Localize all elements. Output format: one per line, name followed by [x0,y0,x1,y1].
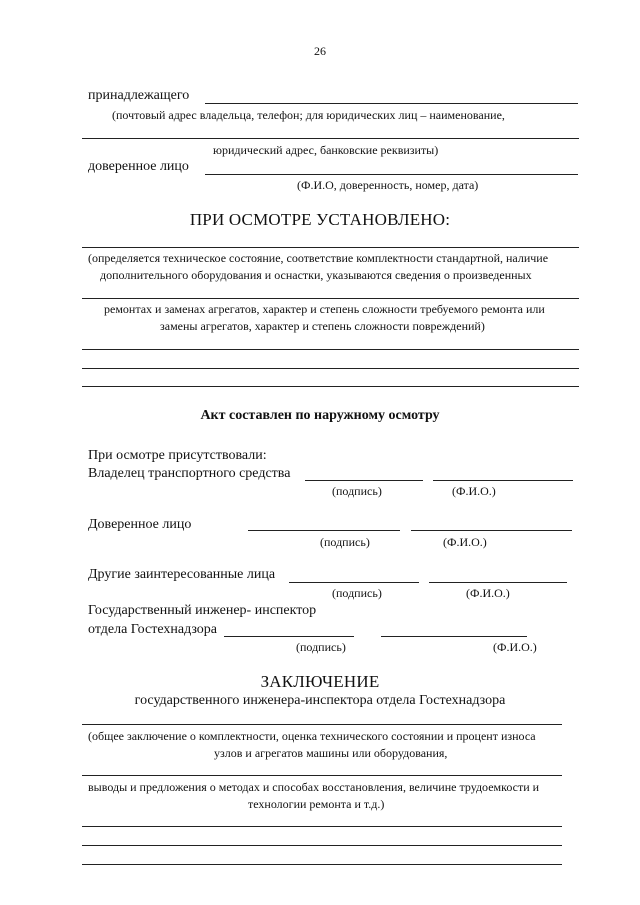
act-note: Акт составлен по наружному осмотру [200,408,440,423]
inspector-signature-line[interactable] [224,636,354,637]
proxy-label: доверенное лицо [88,159,189,174]
others-name-line[interactable] [429,582,567,583]
proxy-input-line[interactable] [205,174,578,175]
owner-hint-2: юридический адрес, банковские реквизиты) [213,143,439,157]
owner-input-line-2[interactable] [82,138,579,139]
proxy-signature-hint: (подпись) [320,535,370,549]
conclusion-hint-4: технологии ремонта и т.д.) [248,797,385,811]
conclusion-hint-1: (общее заключение о комплектности, оценка технического состоянии и процент износа [88,729,536,743]
owner-name-hint: (Ф.И.О.) [452,484,496,498]
owner-signature-line[interactable] [305,480,423,481]
others-signature-hint: (подпись) [332,586,382,600]
others-attendee-label: Другие заинтересованные лица [88,567,276,582]
inspection-line-1[interactable] [82,247,579,248]
proxy-name-line[interactable] [411,530,572,531]
page-number: 26 [314,44,326,58]
others-signature-line[interactable] [289,582,419,583]
proxy-hint: (Ф.И.О, доверенность, номер, дата) [297,178,479,192]
proxy-name-hint: (Ф.И.О.) [443,535,487,549]
owner-label: принадлежащего [88,88,190,103]
inspection-hint-3: ремонтах и заменах агрегатов, характер и степень сложности требуемого ремонта или [104,302,545,316]
conclusion-hint-3: выводы и предложения о методах и способах восстановления, величине трудоемкости и [88,780,540,794]
inspector-label-2: отдела Гостехнадзора [88,622,218,637]
proxy-signature-line[interactable] [248,530,400,531]
owner-signature-hint: (подпись) [332,484,382,498]
owner-input-line[interactable] [205,103,578,104]
conclusion-line-4[interactable] [82,845,562,846]
inspection-line-2[interactable] [82,298,579,299]
inspection-heading: ПРИ ОСМОТРЕ УСТАНОВЛЕНО: [189,210,451,229]
inspector-signature-hint: (подпись) [296,640,346,654]
conclusion-line-1[interactable] [82,724,562,725]
owner-attendee-label: Владелец транспортного средства [88,466,291,481]
proxy-attendee-label: Доверенное лицо [88,517,192,532]
conclusion-line-5[interactable] [82,864,562,865]
conclusion-subheading: государственного инженера-инспектора отдела Гостехнадзора [134,693,506,708]
inspector-name-line[interactable] [381,636,527,637]
inspector-name-hint: (Ф.И.О.) [493,640,537,654]
conclusion-line-3[interactable] [82,826,562,827]
conclusion-line-2[interactable] [82,775,562,776]
owner-name-line[interactable] [433,480,573,481]
inspection-hint-4: замены агрегатов, характер и степень сложности повреждений) [160,319,485,333]
conclusion-hint-2: узлов и агрегатов машины или оборудования, [214,746,448,760]
inspection-hint-2: дополнительного оборудования и оснастки, указываются сведения о произведенных [100,268,532,282]
others-name-hint: (Ф.И.О.) [466,586,510,600]
owner-hint-1: (почтовый адрес владельца, телефон; для юридических лиц – наименование, [112,108,505,122]
inspection-line-5[interactable] [82,386,579,387]
attendees-intro: При осмотре присутствовали: [88,448,267,463]
inspection-hint-1: (определяется техническое состояние, соответствие комплектности стандартной, наличие [88,251,549,265]
inspection-line-4[interactable] [82,368,579,369]
conclusion-heading: ЗАКЛЮЧЕНИЕ [260,672,380,691]
inspection-line-3[interactable] [82,349,579,350]
inspector-label-1: Государственный инженер- инспектор [88,603,317,618]
